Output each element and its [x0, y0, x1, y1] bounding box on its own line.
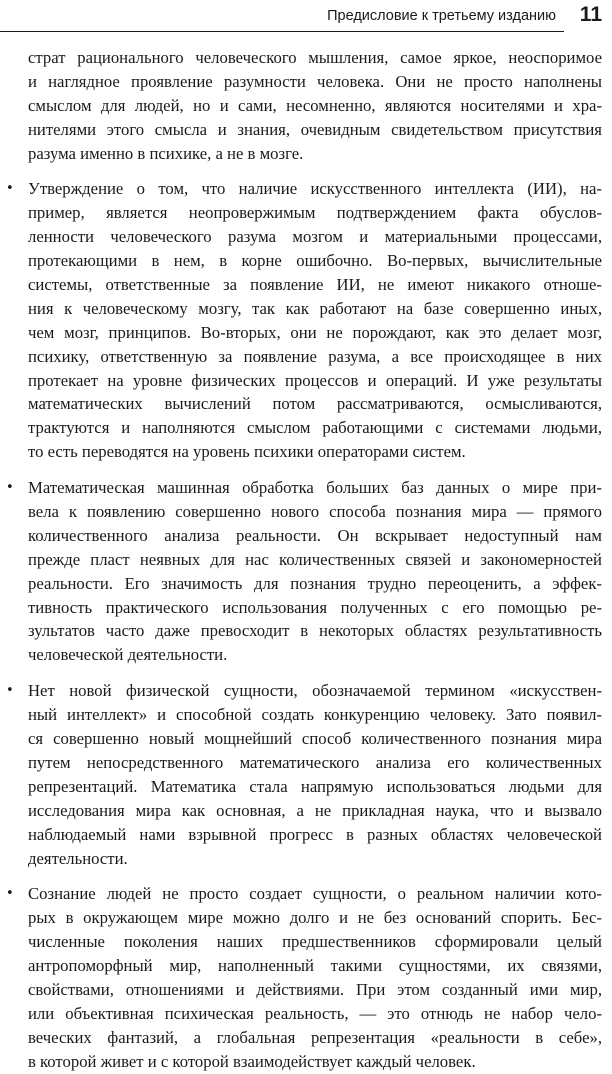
text-line: путем непосредственного математического анализа его количественных: [28, 752, 602, 772]
text-line: трактуются и наполняются смыслом работающими с системами людьми,: [28, 418, 602, 438]
bullet-icon: •: [6, 181, 14, 197]
text-line: разума именно в психике, а не в мозге.: [28, 143, 304, 163]
text-line: веческих фантазий, а глобальная репрезентация «реальности в себе»,: [28, 1027, 602, 1047]
text-line: рых в окружающем мире можно долго и не без оснований спорить. Бес-: [28, 908, 602, 928]
text-line: свойствами, отношениями и действиями. При этом созданный ими мир,: [28, 979, 602, 999]
page-body: [0, 46, 612, 1074]
text-line: деятельности.: [28, 848, 128, 868]
text-line: прежде пласт неявных для нас количественных связей и закономерностей: [28, 549, 602, 569]
text-line: реальности. Его значимость для познания трудно переоценить, а эффек-: [28, 573, 602, 593]
bullet-item-no-new-entity: [0, 679, 612, 870]
text-line: то есть переводятся на уровень психики операторами систем.: [28, 442, 466, 462]
bullet-icon: •: [6, 480, 14, 496]
text-line: вела к появлению совершенно нового способа познания мира — прямого: [28, 502, 602, 522]
text-line: протекающими в нем, в корне ошибочно. Во-первых, вычислительные: [28, 251, 602, 271]
text-line: антропоморфный мир, наполненный такими сущностями, их связями,: [28, 956, 602, 976]
intro-paragraph: [0, 46, 612, 165]
page-number: 11: [579, 3, 602, 26]
text-line: Утверждение о том, что наличие искусственного интеллекта (ИИ), на-: [28, 179, 602, 199]
text-line: страт рационального человеческого мышления, самое яркое, неоспоримое: [28, 48, 602, 67]
bullet-item-consciousness: [0, 882, 612, 1073]
text-line: или объективная психическая реальность, — это отнюдь не набор чело-: [28, 1003, 602, 1023]
text-line: численные поколения наших предшественников сформировали целый: [28, 932, 602, 952]
text-line: и наглядное проявление разумности человека. Они не просто наполнены: [28, 71, 602, 91]
page-header: [0, 0, 612, 34]
bullet-item-ai-claim: [0, 177, 612, 464]
text-line: Математическая машинная обработка больших баз данных о мире при-: [28, 478, 602, 498]
bullet-item-data-analysis: [0, 476, 612, 667]
text-line: смыслом для людей, но и сами, несомненно, являются носителями и хра-: [28, 95, 602, 115]
text-line: психику, ответственную за появление разума, а все происходящее в них: [28, 346, 602, 366]
text-line: математических вычислений потом рассматриваются, осмысливаются,: [28, 394, 602, 414]
text-line: нителями этого смысла и знания, очевидным свидетельством присутствия: [28, 119, 602, 139]
text-line: пример, является неопровержимым подтверждением факта обуслов-: [28, 203, 602, 223]
text-line: ся совершенно новый мощнейший способ количественного познания мира: [28, 729, 602, 749]
header-rule: [0, 31, 564, 32]
text-line: чем мозг, принципов. Во-вторых, они не порождают, как это делает мозг,: [28, 322, 602, 342]
text-line: Нет новой физической сущности, обозначаемой термином «искусствен-: [28, 681, 602, 701]
text-line: зультатов часто даже превосходит в некоторых областях результативность: [28, 621, 602, 641]
text-line: наблюдаемый нами взрывной прогресс в разных областях человеческой: [28, 824, 602, 844]
text-line: исследования мира как основная, а не прикладная наука, что и вызвало: [28, 800, 602, 820]
text-line: в которой живет и с которой взаимодействует каждый человек.: [28, 1051, 476, 1071]
text-line: протекает на уровне физических процессов и операций. И уже результаты: [28, 370, 602, 390]
running-header-title: Предисловие к третьему изданию: [327, 8, 556, 24]
text-line: системы, ответственные за появление ИИ, не имеют никакого отноше-: [28, 275, 602, 295]
text-line: ния к человеческому мозгу, так как работают на базе совершенно иных,: [28, 298, 602, 318]
text-line: ленности человеческого разума мозгом и материальными процессами,: [28, 227, 602, 247]
text-line: репрезентаций. Математика стала напрямую использоваться людьми для: [28, 776, 602, 796]
text-line: человеческой деятельности.: [28, 645, 228, 665]
bullet-icon: •: [6, 683, 14, 699]
text-line: количественного анализа реальности. Он вскрывает недоступный нам: [28, 525, 602, 545]
text-line: Сознание людей не просто создает сущности, о реальном наличии кото-: [28, 884, 602, 904]
text-line: ный интеллект» и способной создать конкуренцию человеку. Зато появил-: [28, 705, 602, 725]
bullet-icon: •: [6, 886, 14, 902]
text-line: тивность практического использования полученных с его помощью ре-: [28, 597, 602, 617]
